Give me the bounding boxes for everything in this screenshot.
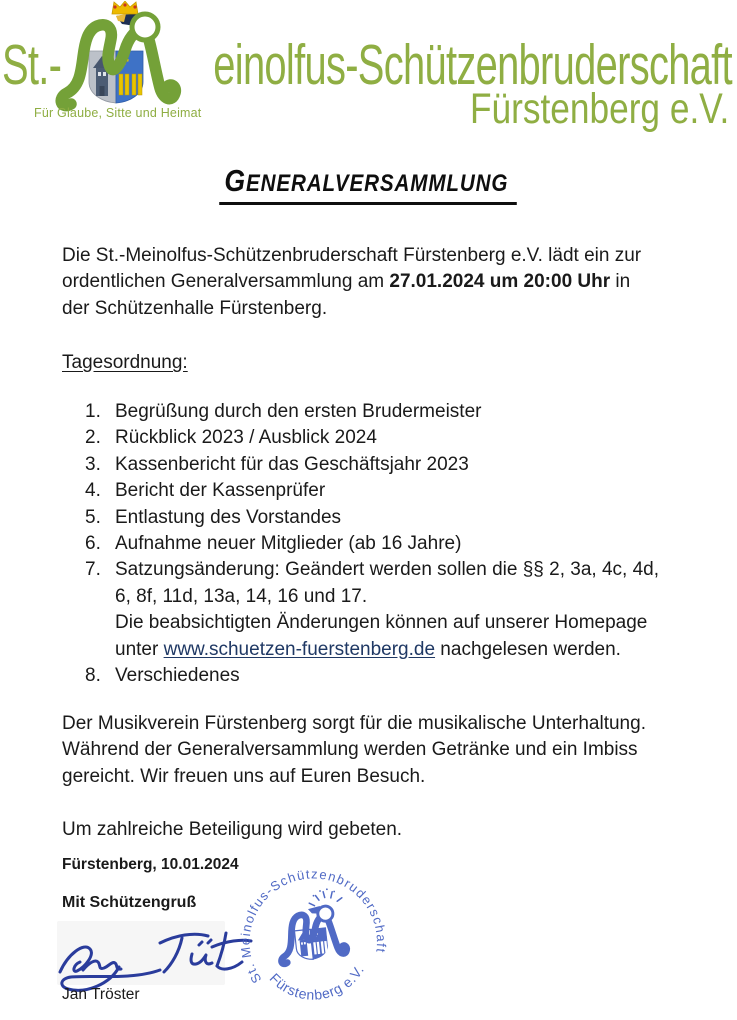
agenda-7-line4 bbox=[115, 639, 621, 660]
title-initial: G bbox=[224, 163, 247, 198]
agenda-item-text: Begrüßung durch den ersten Brudermeister bbox=[115, 401, 482, 422]
agenda-number: 2. bbox=[85, 427, 101, 449]
agenda-item bbox=[85, 557, 715, 663]
agenda-number: 3. bbox=[85, 453, 101, 475]
brand-location: Fürstenberg e.V. bbox=[469, 85, 729, 133]
closing-line3: gereicht. Wir freuen uns auf Euren Besuch. bbox=[62, 765, 426, 787]
intro-line1: Die St.-Meinolfus-Schützenbruderschaft Fürstenberg e.V. lädt ein zur bbox=[62, 245, 642, 266]
brand-name: einolfus-Schützenbruderschaft bbox=[213, 33, 732, 97]
place-date: Fürstenberg, 10.01.2024 bbox=[62, 856, 239, 873]
agenda-number: 7. bbox=[85, 559, 101, 581]
appeal-paragraph: Um zahlreiche Beteiligung wird gebeten. bbox=[62, 819, 403, 840]
agenda-number: 8. bbox=[85, 665, 101, 687]
agenda-7-line3: Die beabsichtigten Änderungen können auf unserer Homepage bbox=[115, 612, 648, 634]
intro-line3: der Schützenhalle Fürstenberg. bbox=[62, 297, 328, 319]
club-stamp bbox=[228, 854, 398, 1020]
agenda-item-text: Aufnahme neuer Mitglieder (ab 16 Jahre) bbox=[115, 533, 462, 555]
agenda-item-text: Bericht der Kassenprüfer bbox=[115, 480, 326, 502]
club-motto: Für Glaube, Sitte und Heimat bbox=[34, 106, 202, 120]
intro-line2-pre: ordentlichen Generalversammlung am bbox=[62, 271, 390, 293]
agenda-item-text: Kassenbericht für das Geschäftsjahr 2023 bbox=[115, 453, 469, 475]
agenda-item bbox=[85, 452, 715, 478]
agenda-item bbox=[85, 399, 715, 425]
intro-line2 bbox=[62, 271, 630, 292]
agenda-number: 1. bbox=[85, 401, 101, 422]
closing-line2: Während der Generalversammlung werden Getränke und ein Imbiss bbox=[62, 739, 638, 761]
eagle-head-icon bbox=[132, 14, 158, 40]
stamp-sparks-icon bbox=[308, 887, 342, 906]
page-title bbox=[0, 163, 737, 205]
closing-line1: Der Musikverein Fürstenberg sorgt für die musikalische Unterhaltung. bbox=[62, 713, 646, 734]
agenda-7-link-pre: unter bbox=[115, 638, 164, 660]
agenda-item-text: Entlastung des Vorstandes bbox=[115, 506, 342, 528]
agenda-item bbox=[85, 531, 715, 557]
agenda-item bbox=[85, 425, 715, 451]
crown-icon bbox=[112, 1, 138, 14]
agenda-heading: Tagesordnung: bbox=[62, 352, 188, 373]
agenda-item bbox=[85, 505, 715, 531]
title-rest: ENERALVERSAMMLUNG bbox=[246, 170, 509, 197]
homepage-link[interactable]: www.schuetzen-fuerstenberg.de bbox=[163, 638, 436, 660]
agenda-item-text bbox=[115, 557, 715, 663]
agenda-number: 5. bbox=[85, 506, 101, 528]
agenda-number: 6. bbox=[85, 533, 101, 555]
agenda-7-line1: Satzungsänderung: Geändert werden sollen die §§ 2, 3a, 4c, 4d, bbox=[115, 559, 659, 581]
agenda-item bbox=[85, 663, 715, 689]
agenda-item-text: Rückblick 2023 / Ausblick 2024 bbox=[115, 427, 377, 449]
agenda-7-line2: 6, 8f, 11d, 13a, 14, 16 und 17. bbox=[115, 585, 368, 607]
page-title-text bbox=[220, 163, 518, 205]
agenda-number: 4. bbox=[85, 480, 101, 502]
club-logo-icon bbox=[52, 1, 186, 122]
intro-date-bold: 27.01.2024 um 20:00 Uhr bbox=[389, 271, 611, 293]
agenda-7-link-post: nachgelesen werden. bbox=[435, 638, 621, 660]
signature-stroke bbox=[60, 933, 251, 990]
stamp-arc-top: St. Meinolfus-Schützenbruderschaft bbox=[237, 866, 390, 987]
stamp-figure bbox=[276, 904, 347, 964]
intro-line2-post: in bbox=[610, 271, 631, 293]
intro-paragraph bbox=[62, 243, 722, 322]
greeting: Mit Schützengruß bbox=[62, 894, 197, 911]
agenda-item bbox=[85, 478, 715, 504]
agenda-list bbox=[85, 399, 715, 689]
brand-prefix: St.- bbox=[2, 33, 62, 97]
agenda-item-text: Verschiedenes bbox=[115, 665, 240, 687]
signed-name: Jan Tröster bbox=[62, 986, 140, 1003]
stamp-arc-bottom: Fürstenberg e.V. bbox=[266, 962, 368, 1003]
closing-paragraph bbox=[62, 711, 722, 790]
